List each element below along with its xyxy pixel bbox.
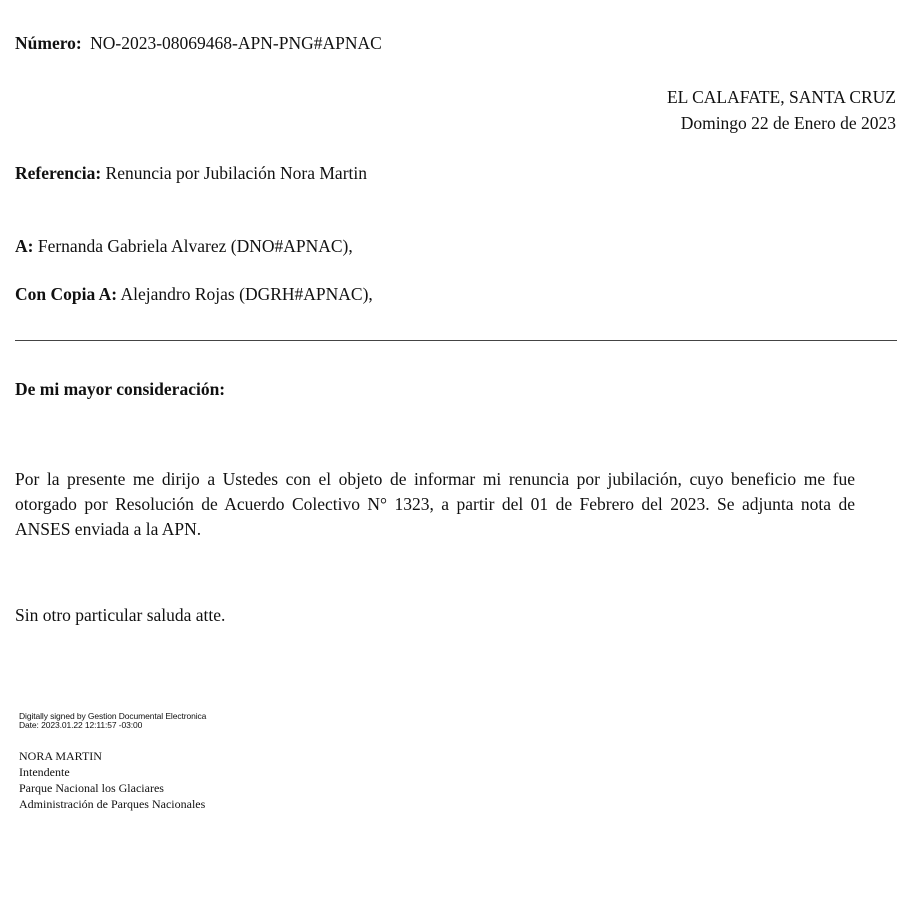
addressee-cc-value: Alejandro Rojas (DGRH#APNAC), [120, 284, 373, 304]
signer-organization: Administración de Parques Nacionales [19, 797, 206, 811]
signer-title: Intendente [19, 765, 70, 779]
signer-unit: Parque Nacional los Glaciares [19, 781, 164, 795]
reference-label: Referencia: [15, 163, 102, 183]
addressee-to [15, 234, 353, 258]
location: EL CALAFATE, SANTA CRUZ [666, 87, 896, 107]
addressee-to-value: Fernanda Gabriela Alvarez (DNO#APNAC), [37, 236, 353, 256]
digital-signature-date: Date: 2023.01.22 12:11:57 -03:00 [19, 720, 143, 730]
document-number [15, 31, 382, 55]
digital-signature-info [19, 712, 206, 730]
document-number-label: Número: [15, 33, 82, 53]
addressee-cc [15, 282, 373, 306]
addressee-cc-label: Con Copia A: [15, 284, 118, 304]
reference [15, 161, 367, 185]
reference-value: Renuncia por Jubilación Nora Martin [105, 163, 368, 183]
header-separator [15, 340, 897, 341]
digital-signature-line: Digitally signed by Gestion Documental Electronica [19, 711, 207, 721]
closing: Sin otro particular saluda atte. [15, 605, 226, 625]
document-number-value: NO-2023-08069468-APN-PNG#APNAC [90, 33, 382, 53]
signer-name: NORA MARTIN [19, 749, 102, 763]
addressee-to-label: A: [15, 236, 34, 256]
salutation: De mi mayor consideración: [15, 379, 226, 399]
signature-block [19, 748, 205, 812]
body-paragraph: Por la presente me dirijo a Ustedes con el objeto de informar mi renuncia por jubilación, cuyo beneficio me fue otorgado por Resolución de Acuerdo Colectivo N° 1323, a partir del 01 de Febrero del 2023. Se adjunta nota de ANSES enviada a la APN. [15, 469, 855, 539]
document-date: Domingo 22 de Enero de 2023 [680, 113, 896, 133]
